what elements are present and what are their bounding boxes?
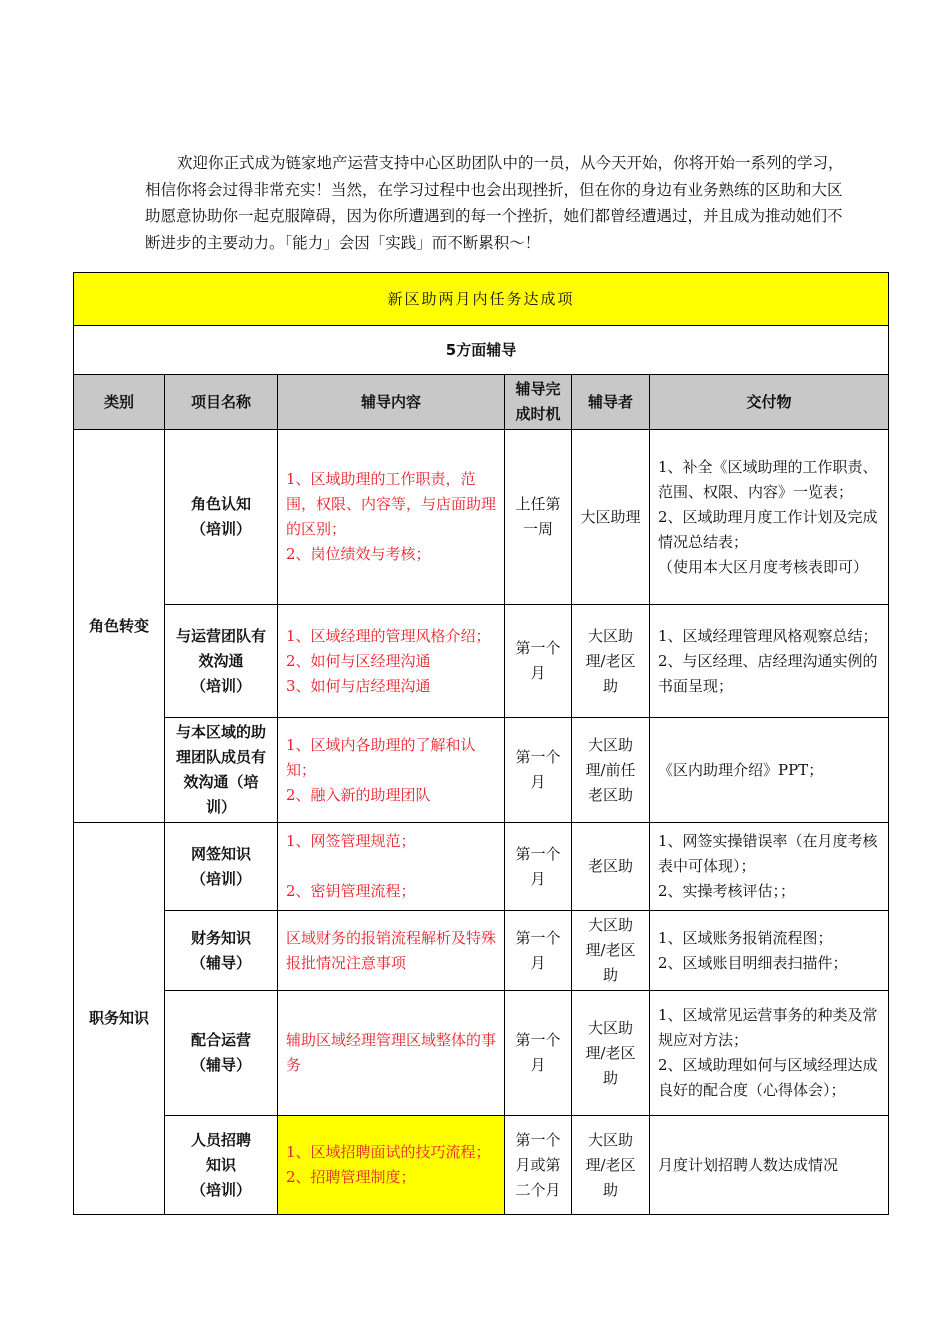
content-cell: 1、区域内各助理的了解和认知； 2、融入新的助理团队 — [278, 718, 505, 823]
tutor-cell: 大区助理 — [572, 430, 650, 605]
task-table — [73, 272, 889, 1215]
content-cell: 1、区域经理的管理风格介绍； 2、如何与区经理沟通 3、如何与店经理沟通 — [278, 605, 505, 718]
item-cell: 与运营团队有效沟通 （培训） — [165, 605, 278, 718]
table-row — [74, 718, 889, 823]
category-cell: 角色转变 — [74, 430, 165, 823]
table-row — [74, 605, 889, 718]
deliverable-cell: 1、补全《区域助理的工作职责、范围、权限、内容》一览表； 2、区域助理月度工作计划及完成情况总结表； （使用本大区月度考核表即可） — [650, 430, 889, 605]
header-category: 类别 — [74, 375, 165, 430]
item-cell: 配合运营 （辅导） — [165, 991, 278, 1116]
content-cell: 区域财务的报销流程解析及特殊报批情况注意事项 — [278, 911, 505, 991]
timing-cell: 第一个月 — [505, 823, 572, 911]
header-timing: 辅导完成时机 — [505, 375, 572, 430]
content-cell: 辅助区域经理管理区域整体的事务 — [278, 991, 505, 1116]
tutor-cell: 老区助 — [572, 823, 650, 911]
deliverable-cell: 1、区域常见运营事务的种类及常规应对方法； 2、区域助理如何与区域经理达成良好的配合度（心得体会）； — [650, 991, 889, 1116]
tutor-cell: 大区助理/老区助 — [572, 605, 650, 718]
header-deliverable: 交付物 — [650, 375, 889, 430]
deliverable-cell: 月度计划招聘人数达成情况 — [650, 1116, 889, 1215]
table-row — [74, 911, 889, 991]
table-subtitle: 5方面辅导 — [74, 326, 889, 375]
tutor-cell: 大区助理/前任老区助 — [572, 718, 650, 823]
item-cell: 角色认知 （培训） — [165, 430, 278, 605]
timing-cell: 第一个月 — [505, 605, 572, 718]
timing-cell: 第一个月 — [505, 991, 572, 1116]
item-cell: 财务知识 （辅导） — [165, 911, 278, 991]
category-cell: 职务知识 — [74, 823, 165, 1215]
content-cell: 1、区域助理的工作职责，范围，权限、内容等，与店面助理的区别； 2、岗位绩效与考核； — [278, 430, 505, 605]
table-row — [74, 1116, 889, 1215]
timing-cell: 上任第一周 — [505, 430, 572, 605]
content-cell: 1、区域招聘面试的技巧流程； 2、招聘管理制度； — [278, 1116, 505, 1215]
item-cell: 人员招聘 知识 （培训） — [165, 1116, 278, 1215]
table-title: 新区助两月内任务达成项 — [74, 273, 889, 326]
intro-paragraph: 欢迎你正式成为链家地产运营支持中心区助团队中的一员，从今天开始，你将开始一系列的学习，相信你将会过得非常充实！当然，在学习过程中也会出现挫折，但在你的身边有业务熟练的区助和大区助愿意协助你一起克服障碍，因为你所遭遇到的每一个挫折，她们都曾经遭遇过，并且成为推动她们不断进步的主要动力。「能力」会因「实践」而不断累积～！ — [145, 154, 844, 252]
content-cell: 1、网签管理规范； 2、密钥管理流程； — [278, 823, 505, 911]
timing-cell: 第一个月 — [505, 718, 572, 823]
deliverable-cell: 《区内助理介绍》PPT； — [650, 718, 889, 823]
tutor-cell: 大区助理/老区助 — [572, 1116, 650, 1215]
deliverable-cell: 1、区域经理管理风格观察总结； 2、与区经理、店经理沟通实例的书面呈现； — [650, 605, 889, 718]
tutor-cell: 大区助理/老区助 — [572, 911, 650, 991]
tutor-cell: 大区助理/老区助 — [572, 991, 650, 1116]
timing-cell: 第一个月或第二个月 — [505, 1116, 572, 1215]
header-tutor: 辅导者 — [572, 375, 650, 430]
item-cell: 网签知识 （培训） — [165, 823, 278, 911]
header-item: 项目名称 — [165, 375, 278, 430]
table-row — [74, 823, 889, 911]
timing-cell: 第一个月 — [505, 911, 572, 991]
item-cell: 与本区域的助理团队成员有效沟通（培训） — [165, 718, 278, 823]
table-row — [74, 430, 889, 605]
header-content: 辅导内容 — [278, 375, 505, 430]
deliverable-cell: 1、区域账务报销流程图； 2、区域账目明细表扫描件； — [650, 911, 889, 991]
deliverable-cell: 1、网签实操错误率（在月度考核表中可体现）； 2、实操考核评估；； — [650, 823, 889, 911]
table-row — [74, 991, 889, 1116]
